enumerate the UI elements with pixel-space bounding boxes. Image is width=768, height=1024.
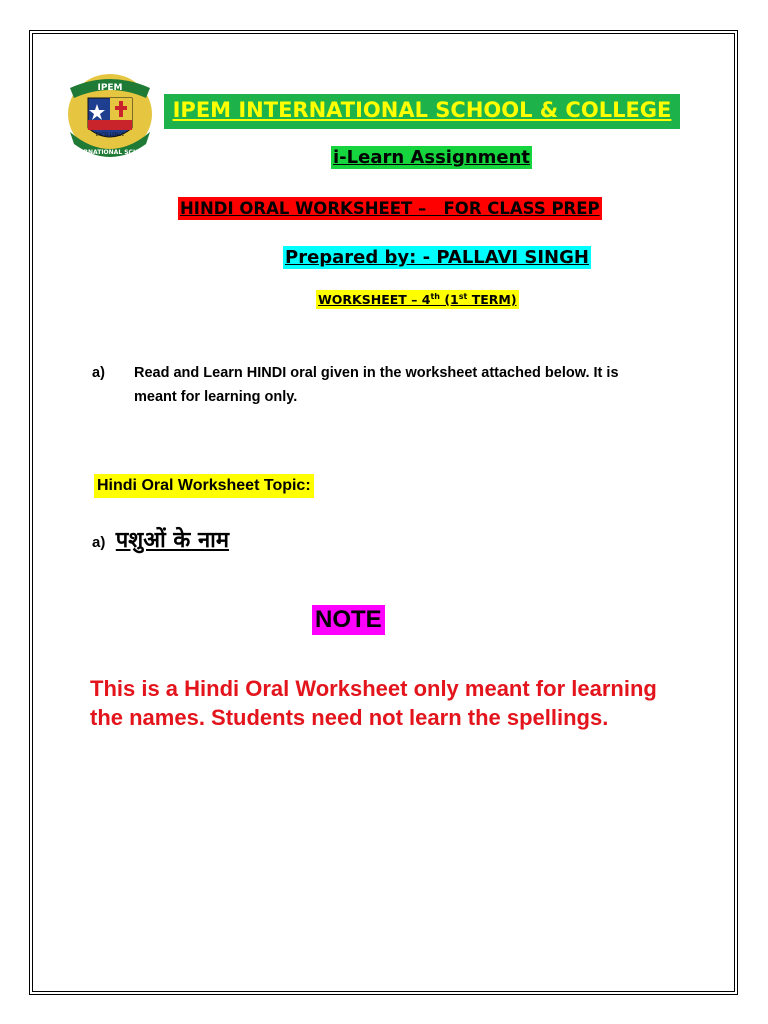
- topic-item: [92, 524, 229, 554]
- worksheet-title: HINDI ORAL WORKSHEET – FOR CLASS PREP: [180, 199, 600, 218]
- logo-ribbon-text: INTERNATIONAL SCHOOL: [67, 149, 153, 156]
- assignment-label: i-Learn Assignment: [333, 147, 531, 168]
- note-label: NOTE: [312, 605, 385, 635]
- instruction-item: [92, 361, 652, 409]
- note-body: This is a Hindi Oral Worksheet only meant for learning the names. Students need not learn the spellings.: [90, 676, 657, 730]
- logo-motto-text: EXCELLENCE: [95, 133, 125, 138]
- topic-heading: Hindi Oral Worksheet Topic:: [94, 474, 314, 498]
- logo-top-text: IPEM: [97, 83, 123, 93]
- page-border: [29, 30, 738, 995]
- school-title: IPEM INTERNATIONAL SCHOOL & COLLEGE: [164, 94, 680, 129]
- school-crest-logo: [64, 70, 156, 162]
- worksheet-number: WORKSHEET – 4th (1st TERM): [318, 292, 517, 308]
- prepared-by: Prepared by: - PALLAVI SINGH: [285, 247, 589, 268]
- topic-item-marker: a): [92, 534, 106, 551]
- instruction-marker: a): [92, 365, 105, 381]
- topic-item-text: पशुओं के नाम: [115, 528, 230, 553]
- instruction-text: Read and Learn HINDI oral given in the worksheet attached below. It is meant for learning only.: [134, 365, 619, 405]
